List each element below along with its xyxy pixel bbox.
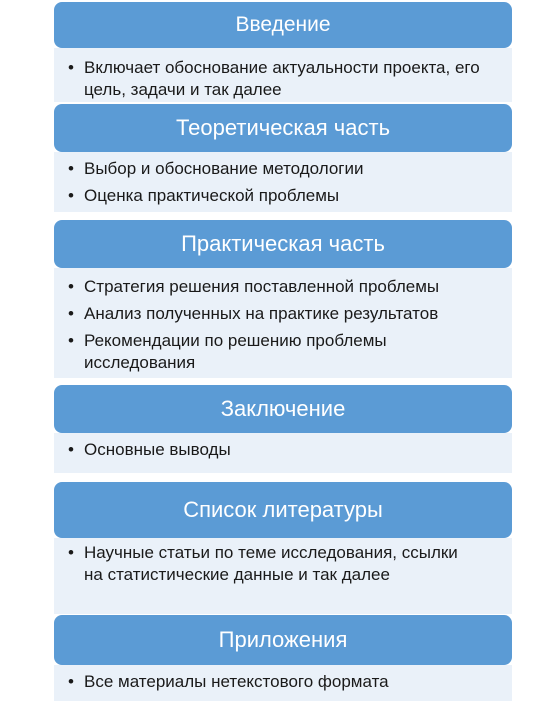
- section-list-conclusion: [54, 433, 512, 473]
- section-header-conclusion: Заключение: [54, 385, 512, 433]
- bullet-icon: •: [68, 186, 74, 205]
- list-item: [54, 276, 512, 298]
- list-item: [54, 542, 512, 586]
- bullet-icon: •: [68, 331, 74, 350]
- bullet-icon: •: [68, 672, 74, 691]
- list-item-text: Оценка практической проблемы: [84, 186, 340, 205]
- list-item-text: Анализ полученных на практике результатов: [84, 304, 439, 323]
- section-header-references: Список литературы: [54, 482, 512, 538]
- section-header-theory: Теоретическая часть: [54, 104, 512, 152]
- list-item: [54, 330, 512, 374]
- section-header-practice: Практическая часть: [54, 220, 512, 268]
- list-item-text: Включает обоснование актуальности проекта, его цель, задачи и так далее: [84, 58, 480, 99]
- list-item: [54, 185, 512, 207]
- section-list-introduction: [54, 48, 512, 102]
- list-item: [54, 439, 512, 461]
- list-item-text: Все материалы нетекстового формата: [84, 672, 389, 691]
- section-list-practice: [54, 268, 512, 378]
- section-list-theory: [54, 152, 512, 212]
- bullet-icon: •: [68, 277, 74, 296]
- bullet-icon: •: [68, 58, 74, 77]
- section-header-appendices: Приложения: [54, 615, 512, 665]
- list-item-text: Научные статьи по теме исследования, ссылки на статистические данные и так далее: [84, 543, 458, 584]
- list-item: [54, 671, 512, 693]
- bullet-icon: •: [68, 543, 74, 562]
- section-list-references: [54, 538, 512, 614]
- section-list-appendices: [54, 665, 512, 701]
- bullet-icon: •: [68, 440, 74, 459]
- list-item: [54, 303, 512, 325]
- list-item-text: Основные выводы: [84, 440, 231, 459]
- bullet-icon: •: [68, 304, 74, 323]
- list-item: [54, 57, 512, 101]
- list-item-text: Стратегия решения поставленной проблемы: [84, 277, 440, 296]
- list-item-text: Выбор и обоснование методологии: [84, 159, 364, 178]
- list-item-text: Рекомендации по решению проблемы исследования: [84, 331, 387, 372]
- bullet-icon: •: [68, 159, 74, 178]
- section-header-introduction: Введение: [54, 2, 512, 48]
- list-item: [54, 158, 512, 180]
